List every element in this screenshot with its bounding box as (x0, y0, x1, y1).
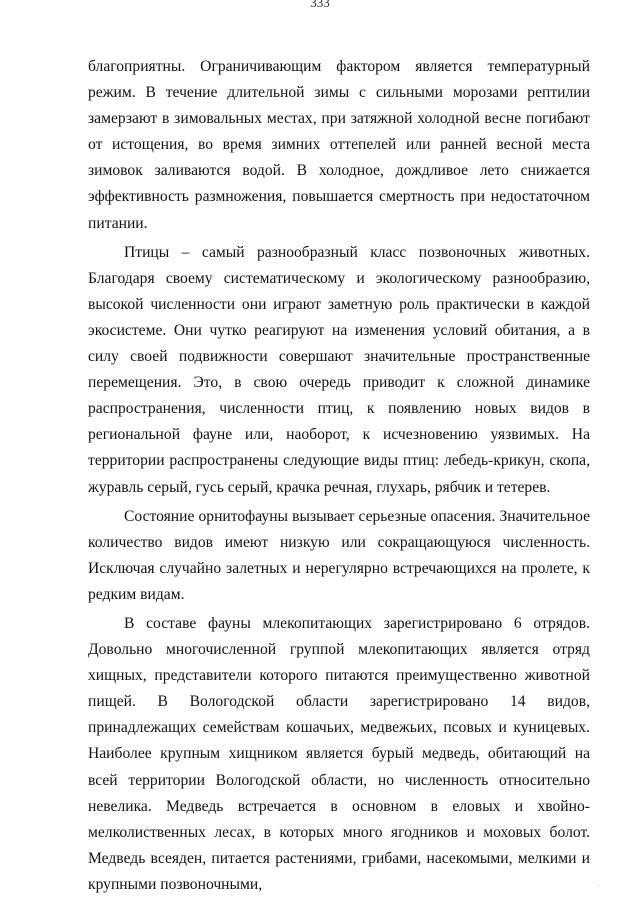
paragraph-mammals: В составе фауны млекопитающих зарегистрировано 6 отрядов. Довольно многочисленной группой млекопитающих является отряд хищных, представители которого питаются преимущественно животной пищей. В Вологодской области зарегистрировано 14 видов, принадлежащих семействам кошачьих, медвежьих, псовых и куницевых. Наиболее крупным хищником является бурый медведь, обитающий на всей территории Вологодской области, но численность относительно невелика. Медведь встречается в основном в еловых и хвойно-мелколиственных лесах, в которых много ягодников и моховых болот. Медведь всеяден, питается растениями, грибами, насекомыми, мелкими и крупными позвоночными, (88, 614, 590, 893)
page-number: 333 (310, 0, 330, 10)
document-body (88, 54, 590, 898)
paragraph-ornithofauna: Состояние орнитофауны вызывает серьезные опасения. Значительное количество видов имеют низкую или сокращающуюся численность. Исключая случайно залетных и нерегулярно встречающихся на пролете, к редким видам. (88, 507, 590, 603)
paragraph-reptiles-continued: благоприятны. Ограничивающим фактором является температурный режим. В течение длительной зимы с сильными морозами рептилии замерзают в зимовальных местах, при затяжной холодной весне погибают от истощения, во время зимних оттепелей или ранней весной места зимовок заливаются водой. В холодное, дождливое лето снижается эффективность размножения, повышается смертность при недостаточном питании. (88, 58, 590, 232)
paragraph-birds: Птицы – самый разнообразный класс позвоночных животных. Благодаря своему систематическому и экологическому разнообразию, высокой численности они играют заметную роль практически в каждой экосистеме. Они чутко реагируют на изменения условий обитания, а в силу своей подвижности совершают значительные пространственные перемещения. Это, в свою очередь приводит к сложной динамике распространения, численности птиц, к появлению новых видов в региональной фауне или, наоборот, к исчезновению уязвимых. На территории распространены следующие виды птиц: лебедь-крикун, скопа, журавль серый, гусь серый, крачка речная, глухарь, рябчик и тетерев. (88, 243, 590, 496)
scan-mark: · (597, 882, 600, 891)
